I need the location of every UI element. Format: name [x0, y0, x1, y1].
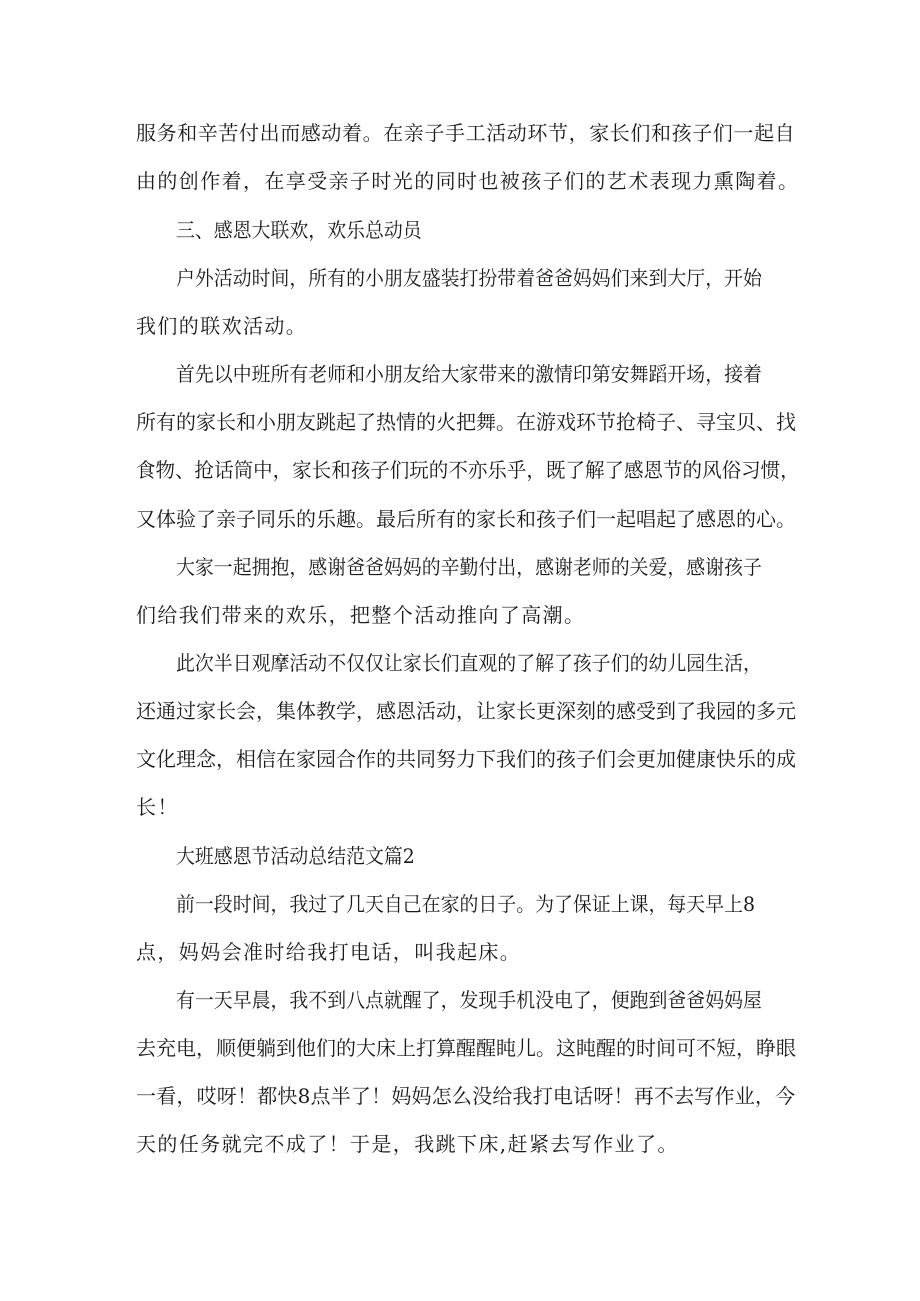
paragraph-line: 天的任务就完不成了！于是，我跳下床,赶紧去写作业了。 [136, 1132, 679, 1156]
paragraph-line: 前一段时间，我过了几天自己在家的日子。为了保证上课，每天早上8 [176, 892, 756, 916]
paragraph-line: 此次半日观摩活动不仅仅让家长们直观的了解了孩子们的幼儿园生活， [176, 651, 762, 675]
paragraph-line: 大家一起拥抱，感谢爸爸妈妈的辛勤付出，感谢老师的关爱，感谢孩子 [176, 555, 762, 579]
article-title: 大班感恩节活动总结范文篇2 [176, 844, 415, 868]
paragraph-line: 长！ [136, 795, 179, 819]
paragraph-line: 文化理念，相信在家园合作的共同努力下我们的孩子们会更加健康快乐的成 [136, 747, 796, 771]
paragraph-line: 们给我们带来的欢乐，把整个活动推向了高潮。 [136, 603, 586, 627]
paragraph-line: 又体验了亲子同乐的乐趣。最后所有的家长和孩子们一起唱起了感恩的心。 [136, 507, 796, 531]
paragraph-line: 户外活动时间，所有的小朋友盛装打扮带着爸爸妈妈们来到大厅，开始 [176, 266, 762, 290]
paragraph-line: 由的创作着，在享受亲子时光的同时也被孩子们的艺术表现力熏陶着。 [136, 169, 800, 193]
paragraph-line: 食物、抢话筒中，家长和孩子们玩的不亦乐乎，既了解了感恩节的风俗习惯， [136, 458, 800, 482]
paragraph-line: 去充电，顺便躺到他们的大床上打算醒醒盹儿。这盹醒的时间可不短，睁眼 [136, 1036, 796, 1060]
paragraph-line: 首先以中班所有老师和小朋友给大家带来的激情印第安舞蹈开场，接着 [176, 362, 762, 386]
paragraph-line: 服务和辛苦付出而感动着。在亲子手工活动环节，家长们和孩子们一起自 [136, 121, 796, 145]
paragraph-line: 点，妈妈会准时给我打电话，叫我起床。 [136, 940, 522, 964]
paragraph-line: 所有的家长和小朋友跳起了热情的火把舞。在游戏环节抢椅子、寻宝贝、找 [136, 410, 796, 434]
paragraph-line: 还通过家长会，集体教学，感恩活动，让家长更深刻的感受到了我园的多元 [136, 699, 796, 723]
section-heading: 三、感恩大联欢，欢乐总动员 [176, 218, 422, 242]
paragraph-line: 我们的联欢活动。 [136, 314, 308, 338]
paragraph-line: 一看，哎呀！都快8点半了！妈妈怎么没给我打电话呀！再不去写作业，今 [136, 1084, 796, 1108]
paragraph-line: 有一天早晨，我不到八点就醒了，发现手机没电了，便跑到爸爸妈妈屋 [176, 988, 762, 1012]
